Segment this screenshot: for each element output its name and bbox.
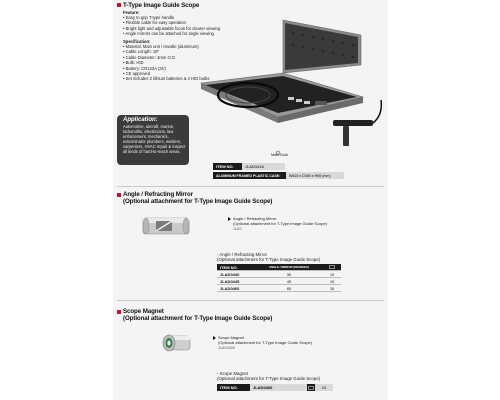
callout-line: Angle / Refracting Mirror [233, 216, 277, 221]
mirror-illustration [141, 212, 191, 240]
section-title-guide-scope: T-Type Image Guide Scope [123, 1, 200, 9]
spec-item: • Cable Length: 18" [123, 49, 160, 55]
spec-item: • Material: Main unit / Handle (aluminum) [123, 44, 199, 49]
table-header-cell: ANGLE / MIRROR (DEGREES) [255, 264, 323, 271]
table-title-line: - Angle / Refracting Mirror [217, 252, 268, 257]
table-row [217, 271, 341, 278]
table-cell: JLAD0445 [217, 278, 255, 285]
case-dimensions: W420 x D350 x H95 (mm) [286, 172, 344, 179]
section-divider [117, 186, 384, 187]
table-title-line: (Optional attachment for T-Type Image Guide Scope) [217, 257, 321, 262]
section-bullet [117, 193, 121, 197]
item-no-label: ITEM NO. [213, 163, 242, 170]
callout-line: Scope Magnet [218, 335, 244, 340]
spec-heading: Specification: [123, 39, 151, 44]
feature-item: • Bright light and adjustable focus for clearer viewing [123, 25, 221, 31]
magnet-item-no-label: ITEM NO. [217, 384, 250, 391]
section-title-magnet [123, 308, 272, 322]
spec-item: • Set includes 2 lithium batteries & 4 HID bulbs [123, 76, 210, 82]
magnet-item-no-value: JLAD0406 [250, 384, 307, 391]
feature-item: • Flexible cable for easy operation [123, 20, 186, 26]
table-title-line: - Scope Magnet [217, 371, 248, 376]
table-cell: 45 [255, 278, 323, 285]
magnet-qty-value: 10 [315, 384, 333, 391]
callout-line: (Optional attachment for T-Type Image Guide Scope) [233, 221, 327, 226]
main-bulb-label: Main Bulb [271, 153, 288, 157]
table-cell: 10 [323, 271, 341, 278]
table-cell: 30 [255, 271, 323, 278]
magnet-table-title [217, 371, 320, 381]
section-bullet [117, 310, 121, 314]
application-text: Automotive, aircraft, marine, locksmiths, electricians, law enforcement, mechanics, exterminator plumbers, welders, carpenters, HVAC repair & inspect all kinds of hard-to-reach areas. [123, 124, 186, 154]
table-cell: 10 [323, 285, 341, 292]
item-no-value: JLAD3418 [242, 163, 285, 170]
callout-line: (Optional attachment for T-Type Image Guide Scope) [218, 340, 312, 345]
spec-item: • Bulb: HID [123, 60, 144, 66]
table-row [217, 278, 341, 285]
section-title-line: (Optional attachment for T-Type Image Guide Scope) [123, 198, 273, 205]
package-icon [329, 265, 335, 269]
table-cell: 60 [255, 285, 323, 292]
mirror-table-title [217, 252, 320, 262]
table-title-line: (Optional attachment for T-Type Image Guide Scope) [217, 376, 321, 381]
magnet-illustration [160, 330, 194, 356]
callout-code: JLAS [233, 227, 242, 231]
spec-item: • CE approved [123, 71, 151, 77]
spec-item: • Battery: CR123A (3V) [123, 65, 166, 71]
table-cell: JLAD0460 [217, 285, 255, 292]
case-product-illustration [183, 5, 388, 165]
section-title-mirror [123, 191, 272, 205]
feature-heading: Feature: [123, 10, 140, 15]
section-divider [117, 300, 384, 301]
arrow-right-icon [213, 336, 216, 340]
spec-item: • Cable Diameter: 4mm O.D. [123, 54, 177, 60]
section-bullet [117, 3, 121, 7]
section-title-line: Angle / Refracting Mirror [123, 191, 194, 198]
section-title-line: Scope Magnet [123, 308, 164, 315]
table-row [217, 285, 341, 292]
arrow-right-icon [228, 217, 231, 221]
package-icon [308, 386, 314, 390]
table-cell: JLAD0430 [217, 271, 255, 278]
mirror-table [217, 264, 341, 292]
catalog-page [113, 0, 388, 400]
feature-item: • Easy to grip T-type handle [123, 15, 175, 20]
table-header-cell: ITEM NO. [217, 264, 255, 271]
callout-code: JLAD0406 [218, 346, 235, 350]
feature-item: • Angle mirrors can be attached for angle viewing [123, 31, 214, 37]
magnet-qty-icon-cell [307, 384, 315, 391]
application-title: Application: [123, 117, 158, 123]
section-title-line: (Optional attachment for T-Type Image Guide Scope) [123, 315, 273, 322]
table-cell: 10 [323, 278, 341, 285]
case-label: ALUMINUM FRAMED PLASTIC CASE: [213, 172, 286, 179]
application-box [117, 115, 189, 165]
